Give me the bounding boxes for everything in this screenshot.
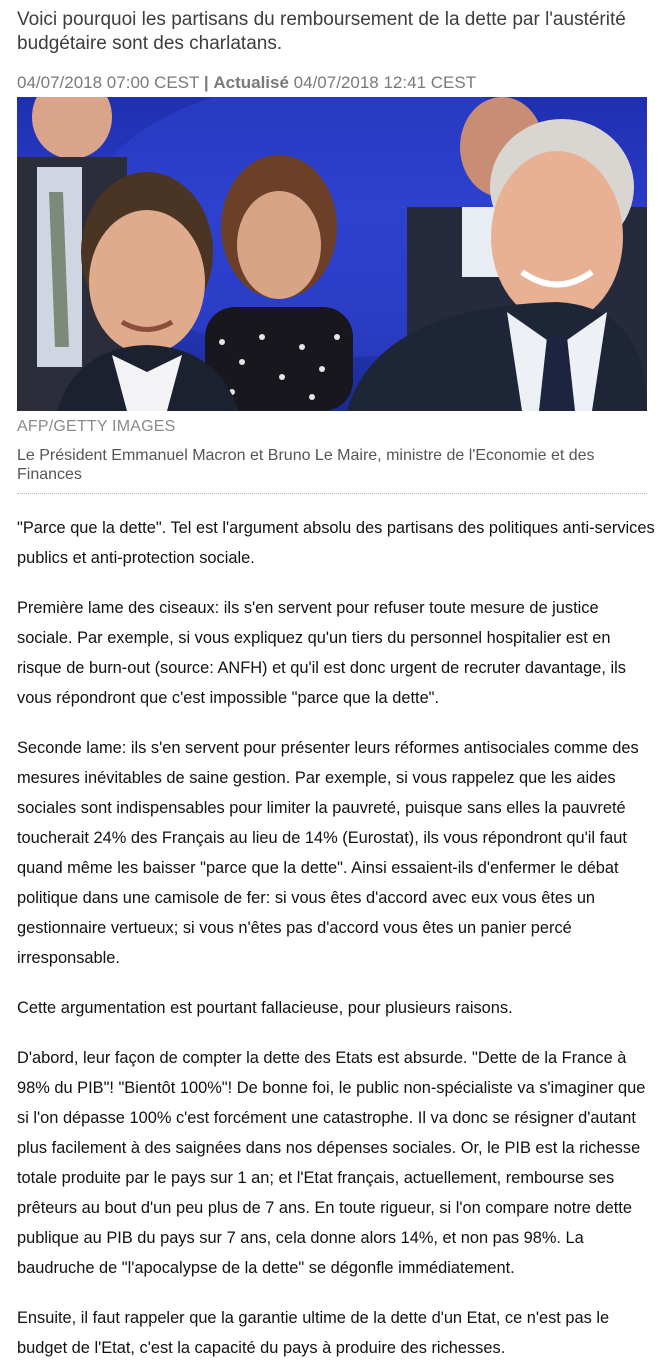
photo-credit: AFP/GETTY IMAGES [17,418,176,435]
paragraph: Première lame des ciseaux: ils s'en servent pour refuser toute mesure de justice sociale. Par exemple, si vous expliquez qu'un tiers du personnel hospitalier est en risque de burn-out (source: ANFH) et qu'il est donc urgent de recruter davantage, ils vous répondront que c'est impossible "parce que la dette". [17,599,626,707]
paragraph: Ensuite, il faut rappeler que la garantie ultime de la dette d'un Etat, ce n'est pas le budget de l'Etat, c'est la capacité du pays à produire des richesses. [17,1309,610,1357]
photo-caption: Le Président Emmanuel Macron et Bruno Le Maire, ministre de l'Economie et des Finances [17,446,647,494]
paragraph: Cette argumentation est pourtant fallacieuse, pour plusieurs raisons. [17,999,513,1017]
photo-illustration [17,97,647,411]
published-time: 04/07/2018 07:00 CEST [17,73,200,92]
updated-time: 04/07/2018 12:41 CEST [293,73,477,92]
paragraph: D'abord, leur façon de compter la dette des Etats est absurde. "Dette de la France à 98% du PIB"! "Bientôt 100%"! De bonne foi, le public non-spécialiste va s'imaginer que si l'on dépasse 100% c'est forcément une catastrophe. Il va donc se résigner d'autant plus facilement à des saignées dans nos dépenses sociales. Or, le PIB est la richesse totale produite par le pays sur 1 an; et l'Etat français, actuellement, rembourse ses prêteurs au bout d'un peu plus de 7 ans. En toute rigueur, si l'on compare notre dette publique au PIB du pays sur 7 ans, cela donne alors 14%, et non pas 98%. La baudruche de "l'apocalypse de la dette" se dégonfle immédiatement. [17,1049,646,1277]
timestamp-separator: | [203,73,209,92]
paragraph: Seconde lame: ils s'en servent pour présenter leurs réformes antisociales comme des mesures inévitables de saine gestion. Par exemple, si vous rappelez que les aides sociales sont indispensables pour limiter la pauvreté, puisque sans elles la pauvreté toucherait 24% des Français au lieu de 14% (Eurostat), ils vous répondront qu'il faut quand même les baisser "parce que la dette". Ainsi essaient-ils d'enfermer le débat politique dans une camisole de fer: si vous êtes d'accord avec eux vous êtes un gestionnaire vertueux; si vous n'êtes pas d'accord vous êtes un panier percé irresponsable. [17,739,639,967]
article-body [17,513,657,1362]
article-subtitle: Voici pourquoi les partisans du remboursement de la dette par l'austérité budgétaire sont des charlatans. [17,9,626,54]
paragraph: "Parce que la dette". Tel est l'argument absolu des partisans des politiques anti-services publics et anti-protection sociale. [17,519,655,567]
updated-label: Actualisé [213,73,289,92]
article-timestamps [17,72,657,94]
article-photo [17,97,647,411]
